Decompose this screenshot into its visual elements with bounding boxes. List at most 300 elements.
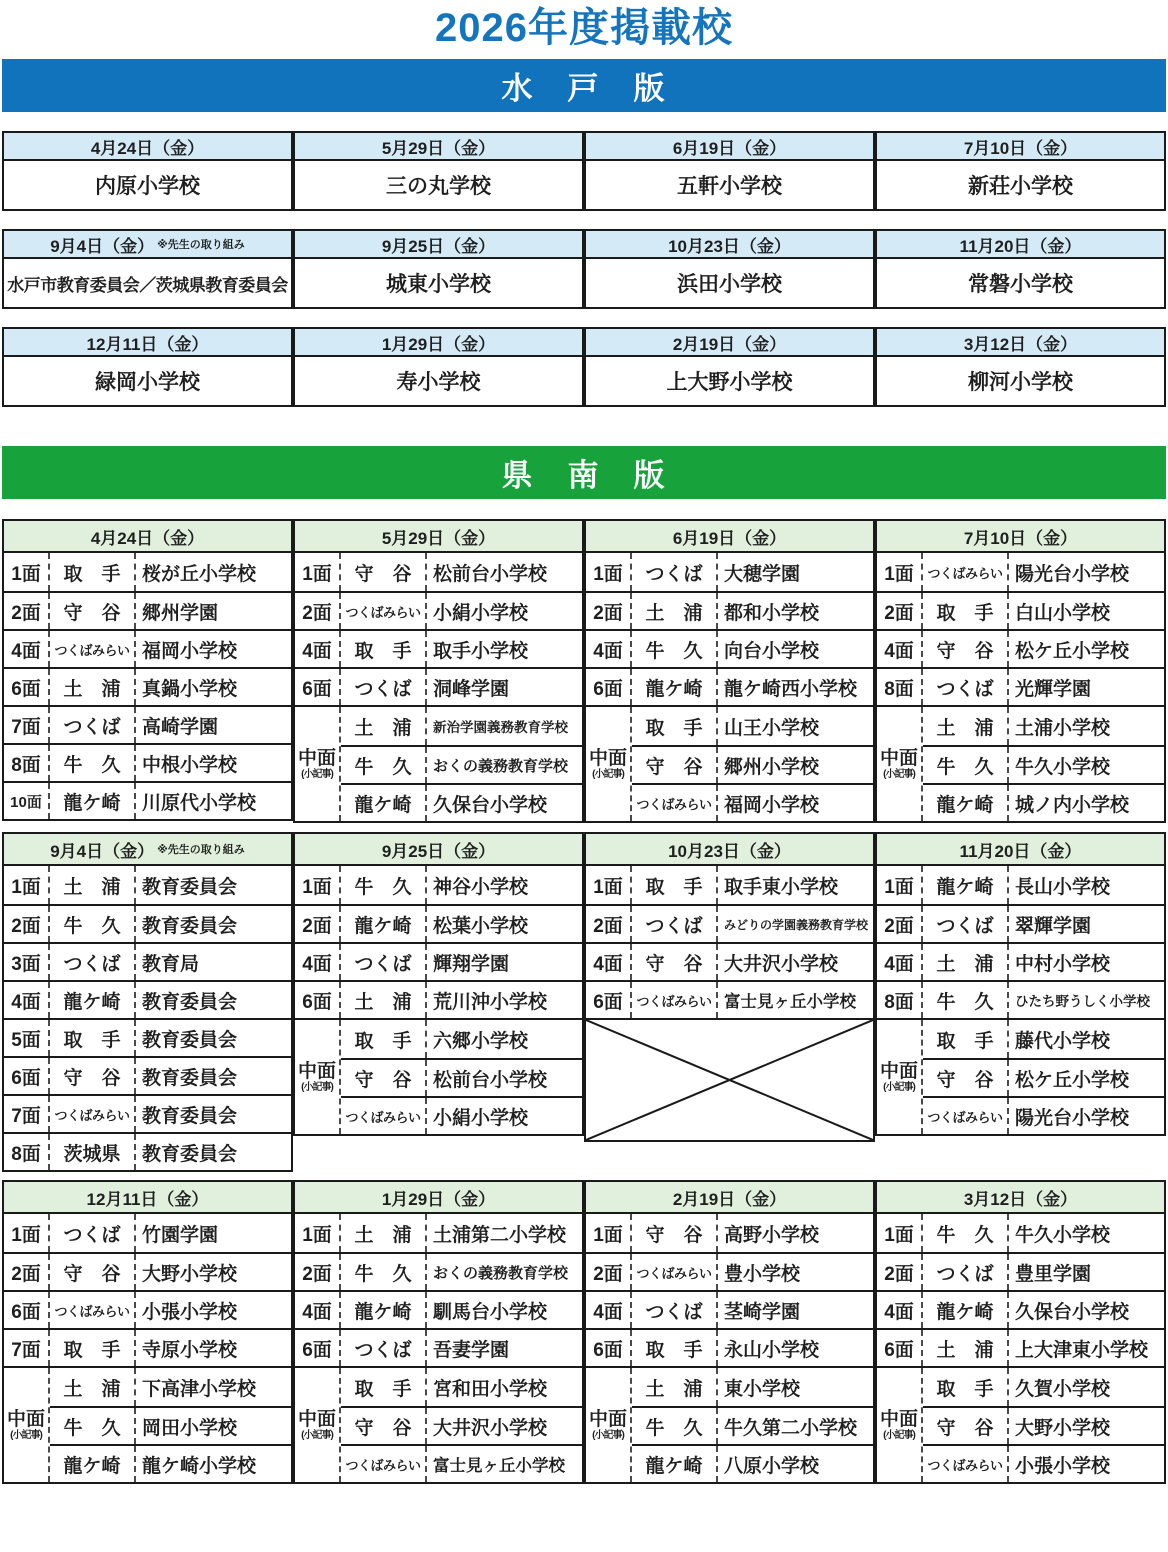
date-label: 9月25日（金）: [381, 236, 496, 256]
mito-date-column: [875, 131, 1166, 211]
kennan-row: [295, 1252, 582, 1290]
mito-date-column: [293, 131, 584, 211]
page-cell: 4面: [295, 944, 341, 980]
school-cell: 神谷小学校: [433, 876, 529, 898]
page-cell: 7面: [4, 1330, 50, 1366]
school-cell: 五軒小学校: [677, 175, 782, 198]
kennan-row: [295, 667, 582, 705]
page-cell: 1面: [4, 1214, 50, 1252]
school-cell: みどりの学園義務教育学校: [724, 917, 869, 932]
area-cell: 取 手: [923, 1020, 1009, 1058]
chumen-label-text: 中面: [879, 1060, 918, 1082]
page-cell: 4面: [586, 631, 632, 667]
date-header: [877, 133, 1164, 161]
school-cell: 上大津東小学校: [1015, 1339, 1149, 1361]
page-cell: 4面: [4, 631, 50, 667]
page-cell: 8面: [877, 669, 923, 705]
chumen-sublabel: (小記事): [301, 1081, 333, 1093]
chumen-row: [923, 1096, 1164, 1134]
school-cell: 教育委員会: [142, 1105, 238, 1127]
chumen-row: [341, 1020, 582, 1058]
kennan-date-column: [293, 519, 584, 823]
page-cell: 1面: [4, 866, 50, 904]
kennan-row: [4, 1328, 291, 1366]
area-cell: 守 谷: [341, 1060, 427, 1096]
date-header: [586, 329, 873, 357]
kennan-row: [877, 1328, 1164, 1366]
chumen-sublabel: (小記事): [301, 768, 333, 780]
kennan-row: [877, 1214, 1164, 1252]
school-cell: 松ケ丘小学校: [1015, 1069, 1130, 1091]
school-cell: 大穂学園: [724, 563, 801, 585]
school-cell: 寺原小学校: [142, 1339, 238, 1361]
school-cell: 中根小学校: [142, 754, 238, 776]
kennan-row: [4, 1290, 291, 1328]
school-cell: 水戸市教育委員会／茨城県教育委員会: [7, 275, 288, 295]
page-cell: 2面: [4, 906, 50, 942]
school-cell: 中村小学校: [1015, 953, 1111, 975]
chumen-rows: [923, 1020, 1164, 1134]
date-header: [295, 329, 582, 357]
page-cell: 2面: [295, 906, 341, 942]
area-cell: 牛 久: [341, 1254, 427, 1290]
date-header: [586, 521, 873, 553]
school-cell: おくの義務教育学校: [433, 1264, 569, 1282]
chumen-label: [4, 1368, 50, 1482]
mito-banner-label: 水 戸 版: [501, 71, 667, 106]
kennan-row: [295, 1290, 582, 1328]
area-cell: 龍ケ崎: [923, 785, 1009, 821]
school-cell: 教育委員会: [142, 1067, 238, 1089]
area-cell: 取 手: [923, 1368, 1009, 1406]
date-label: 11月20日（金）: [959, 841, 1082, 861]
mito-table: [2, 229, 1166, 309]
chumen-row: [341, 745, 582, 783]
school-cell: 城東小学校: [386, 273, 491, 296]
area-cell: つくばみらい: [50, 1292, 136, 1328]
chumen-rows: [923, 707, 1164, 821]
school-cell: 桜が丘小学校: [142, 563, 257, 585]
school-cell: 宮和田小学校: [433, 1378, 548, 1400]
date-label: 5月29日（金）: [381, 528, 496, 548]
date-header: [4, 133, 291, 161]
area-cell: 茨城県: [50, 1134, 136, 1170]
date-label: 1月29日（金）: [381, 1189, 496, 1209]
school-cell: 真鍋小学校: [142, 678, 238, 700]
kennan-date-column: [584, 1180, 875, 1484]
kennan-table: [2, 1180, 1166, 1484]
chumen-row: [632, 1444, 873, 1482]
school-cell: 城ノ内小学校: [1015, 794, 1130, 816]
school-cell: 富士見ヶ丘小学校: [433, 1457, 565, 1475]
school-cell: 茎崎学園: [724, 1301, 801, 1323]
chumen-label: [295, 1368, 341, 1482]
school-cell: 翠輝学園: [1015, 915, 1092, 937]
kennan-date-column: [584, 832, 875, 1142]
school-cell: 藤代小学校: [1015, 1030, 1111, 1052]
school-cell: 高崎学園: [142, 716, 219, 738]
area-cell: 土 浦: [50, 1368, 136, 1406]
kennan-banner-label: 県 南 版: [501, 458, 667, 493]
page-cell: 1面: [4, 553, 50, 591]
chumen-cell: [295, 1018, 582, 1134]
kennan-row: [4, 1094, 291, 1132]
mito-date-column: [875, 327, 1166, 407]
school-cell: 牛久小学校: [1015, 756, 1111, 778]
page-cell: 8面: [877, 982, 923, 1018]
school-cell: 小絹小学校: [433, 602, 529, 624]
chumen-label: [877, 1368, 923, 1482]
page-cell: 7面: [4, 707, 50, 743]
area-cell: 守 谷: [50, 1058, 136, 1094]
school-cell: 吾妻学園: [433, 1339, 510, 1361]
date-header: [586, 133, 873, 161]
area-cell: 土 浦: [50, 669, 136, 705]
kennan-row: [586, 1328, 873, 1366]
chumen-label-text: 中面: [297, 1060, 336, 1082]
chumen-sublabel: (小記事): [592, 1429, 624, 1441]
date-header: [295, 834, 582, 866]
area-cell: 牛 久: [341, 866, 427, 904]
school-cell: 松ケ丘小学校: [1015, 640, 1130, 662]
school-cell: 荒川沖小学校: [433, 991, 548, 1013]
school-cell: 洞峰学園: [433, 678, 510, 700]
area-cell: つくばみらい: [50, 1096, 136, 1132]
page-cell: 4面: [295, 631, 341, 667]
kennan-row: [877, 591, 1164, 629]
chumen-row: [341, 1368, 582, 1406]
mito-date-column: [584, 229, 875, 309]
chumen-label: [586, 1368, 632, 1482]
page-cell: 6面: [4, 669, 50, 705]
kennan-row: [877, 980, 1164, 1018]
kennan-row: [295, 553, 582, 591]
area-cell: つくば: [923, 1254, 1009, 1290]
chumen-label-text: 中面: [297, 747, 336, 769]
school-cell: 輝翔学園: [433, 953, 510, 975]
page-cell: 4面: [295, 1292, 341, 1328]
area-cell: 守 谷: [341, 1408, 427, 1444]
area-cell: つくばみらい: [632, 982, 718, 1018]
page-cell: 1面: [586, 553, 632, 591]
area-cell: 取 手: [632, 1330, 718, 1366]
page-title: 2026年度掲載校: [435, 6, 733, 50]
school-cell: 東小学校: [724, 1378, 801, 1400]
school-cell: 大野小学校: [142, 1263, 238, 1285]
cross-mark-icon: [586, 1020, 873, 1140]
date-header: [586, 834, 873, 866]
school-cell: 取手東小学校: [724, 876, 839, 898]
chumen-label-text: 中面: [588, 1408, 627, 1430]
chumen-row: [632, 745, 873, 783]
kennan-row: [877, 1290, 1164, 1328]
chumen-rows: [632, 1368, 873, 1482]
school-cell: 川原代小学校: [142, 792, 257, 814]
area-cell: 土 浦: [923, 944, 1009, 980]
page-cell: 2面: [877, 1254, 923, 1290]
school-cell: 八原小学校: [724, 1455, 820, 1477]
date-label: 6月19日（金）: [672, 138, 787, 158]
page-cell: 4面: [877, 944, 923, 980]
area-cell: つくば: [50, 1214, 136, 1252]
area-cell: 守 谷: [632, 1214, 718, 1252]
area-cell: つくばみらい: [341, 1446, 427, 1482]
area-cell: つくば: [50, 944, 136, 980]
kennan-row: [586, 667, 873, 705]
kennan-row: [877, 553, 1164, 591]
date-note: ※先生の取り組み: [157, 844, 245, 856]
kennan-row: [586, 553, 873, 591]
chumen-cell: [877, 705, 1164, 821]
school-cell: 龍ケ崎小学校: [142, 1455, 257, 1477]
page-cell: 2面: [586, 593, 632, 629]
date-header: [877, 231, 1164, 259]
area-cell: つくば: [632, 906, 718, 942]
kennan-row: [295, 980, 582, 1018]
kennan-row: [4, 781, 291, 819]
mito-date-column: [584, 327, 875, 407]
date-label: 4月24日（金）: [90, 528, 205, 548]
school-cell: 松前台小学校: [433, 1069, 548, 1091]
page-cell: 1面: [295, 553, 341, 591]
area-cell: 土 浦: [923, 1330, 1009, 1366]
school-cell: 大野小学校: [1015, 1417, 1111, 1439]
date-header: [877, 1182, 1164, 1214]
area-cell: 牛 久: [50, 906, 136, 942]
kennan-date-column: [875, 519, 1166, 823]
area-cell: 土 浦: [632, 1368, 718, 1406]
chumen-label-text: 中面: [879, 1408, 918, 1430]
chumen-label-text: 中面: [588, 747, 627, 769]
area-cell: 土 浦: [50, 866, 136, 904]
page-cell: 8面: [4, 1134, 50, 1170]
page-cell: 2面: [295, 1254, 341, 1290]
mito-date-column: [2, 327, 293, 407]
school-cell: 向台小学校: [724, 640, 820, 662]
chumen-row: [50, 1406, 291, 1444]
kennan-row: [877, 1252, 1164, 1290]
kennan-row: [4, 1214, 291, 1252]
area-cell: 取 手: [50, 1020, 136, 1056]
school-cell: 六郷小学校: [433, 1030, 529, 1052]
date-header: [586, 1182, 873, 1214]
page-cell: 4面: [877, 631, 923, 667]
school-cell: ひたち野うしく小学校: [1015, 994, 1150, 1009]
date-label: 10月23日（金）: [668, 841, 791, 861]
school-cell: 大井沢小学校: [724, 953, 839, 975]
school-cell: 山王小学校: [724, 717, 820, 739]
area-cell: 牛 久: [50, 1408, 136, 1444]
area-cell: つくば: [632, 553, 718, 591]
chumen-cell: [877, 1018, 1164, 1134]
area-cell: つくば: [341, 1330, 427, 1366]
mito-date-column: [2, 131, 293, 211]
school-cell: 光輝学園: [1015, 678, 1092, 700]
chumen-rows: [341, 707, 582, 821]
school-cell: 新荘小学校: [968, 175, 1073, 198]
chumen-row: [923, 1020, 1164, 1058]
area-cell: 守 谷: [50, 593, 136, 629]
area-cell: つくば: [632, 1292, 718, 1328]
page-cell: 8面: [4, 745, 50, 781]
school-cell: 小絹小学校: [433, 1107, 529, 1129]
school-cell: 土浦第二小学校: [433, 1224, 567, 1246]
chumen-row: [632, 1368, 873, 1406]
date-label: 12月11日（金）: [86, 334, 209, 354]
kennan-row: [295, 629, 582, 667]
school-cell: 牛久第二小学校: [724, 1417, 858, 1439]
school-cell: 郷州学園: [142, 602, 219, 624]
school-cell: 豊里学園: [1015, 1263, 1092, 1285]
kennan-date-column: [584, 519, 875, 823]
school-cell: 福岡小学校: [724, 794, 820, 816]
kennan-date-column: [875, 1180, 1166, 1484]
area-cell: 龍ケ崎: [341, 785, 427, 821]
page-cell: 10面: [4, 783, 50, 819]
page-cell: 2面: [586, 906, 632, 942]
area-cell: 守 谷: [632, 944, 718, 980]
kennan-row: [295, 904, 582, 942]
school-cell: 福岡小学校: [142, 640, 238, 662]
page-cell: 1面: [877, 553, 923, 591]
date-header: [586, 231, 873, 259]
page-cell: 2面: [877, 593, 923, 629]
area-cell: 守 谷: [341, 553, 427, 591]
kennan-row: [586, 942, 873, 980]
area-cell: つくばみらい: [923, 1446, 1009, 1482]
page-cell: 2面: [586, 1254, 632, 1290]
page-cell: 5面: [4, 1020, 50, 1056]
area-cell: 牛 久: [341, 747, 427, 783]
page-cell: 4面: [586, 1292, 632, 1328]
date-label: 1月29日（金）: [381, 334, 496, 354]
date-label: 7月10日（金）: [963, 528, 1078, 548]
area-cell: 取 手: [50, 553, 136, 591]
mito-date-column: [293, 229, 584, 309]
kennan-row: [4, 980, 291, 1018]
kennan-date-column: [293, 832, 584, 1136]
kennan-banner: [2, 446, 1166, 499]
area-cell: つくばみらい: [923, 1098, 1009, 1134]
kennan-row: [4, 705, 291, 743]
date-label: 6月19日（金）: [672, 528, 787, 548]
area-cell: 龍ケ崎: [923, 1292, 1009, 1328]
chumen-row: [632, 783, 873, 821]
school-cell: 小張小学校: [142, 1301, 238, 1323]
area-cell: 取 手: [341, 1368, 427, 1406]
kennan-row: [4, 743, 291, 781]
area-cell: 守 谷: [923, 631, 1009, 667]
page-cell: 1面: [586, 1214, 632, 1252]
page-cell: 4面: [877, 1292, 923, 1328]
chumen-cell: [586, 705, 873, 821]
school-cell: 大井沢小学校: [433, 1417, 548, 1439]
kennan-row: [295, 866, 582, 904]
chumen-label-text: 中面: [6, 1408, 45, 1430]
school-cell: 三の丸学校: [386, 175, 491, 198]
page-cell: 6面: [586, 669, 632, 705]
kennan-date-column: [2, 832, 293, 1172]
school-cell: 陽光台小学校: [1015, 1107, 1130, 1129]
page-cell: 1面: [295, 1214, 341, 1252]
date-header: [4, 1182, 291, 1214]
area-cell: 牛 久: [923, 982, 1009, 1018]
chumen-label: [586, 707, 632, 821]
kennan-row: [295, 1328, 582, 1366]
area-cell: 龍ケ崎: [50, 783, 136, 819]
page-cell: 6面: [877, 1330, 923, 1366]
area-cell: 龍ケ崎: [632, 1446, 718, 1482]
page-cell: 6面: [295, 1330, 341, 1366]
area-cell: 龍ケ崎: [923, 866, 1009, 904]
chumen-row: [632, 707, 873, 745]
area-cell: 龍ケ崎: [632, 669, 718, 705]
school-cell: 久保台小学校: [1015, 1301, 1130, 1323]
page-cell: 1面: [295, 866, 341, 904]
kennan-date-column: [875, 832, 1166, 1136]
mito-table: [2, 327, 1166, 407]
kennan-row: [4, 667, 291, 705]
kennan-row: [4, 1018, 291, 1056]
page-cell: 3面: [4, 944, 50, 980]
date-label: 9月4日（金）: [50, 236, 155, 256]
kennan-row: [4, 1056, 291, 1094]
date-label: 12月11日（金）: [86, 1189, 209, 1209]
school-cell: 富士見ヶ丘小学校: [724, 993, 856, 1011]
school-cell: 久賀小学校: [1015, 1378, 1111, 1400]
kennan-date-column: [2, 1180, 293, 1484]
mito-date-column: [293, 327, 584, 407]
kennan-row: [4, 1132, 291, 1170]
date-header: [295, 231, 582, 259]
date-header: [295, 521, 582, 553]
mito-date-column: [2, 229, 293, 309]
mito-banner: [2, 59, 1166, 112]
area-cell: 龍ケ崎: [50, 1446, 136, 1482]
area-cell: つくば: [50, 707, 136, 743]
page-cell: 6面: [295, 669, 341, 705]
chumen-label-text: 中面: [879, 747, 918, 769]
area-cell: つくば: [341, 669, 427, 705]
date-label: 5月29日（金）: [381, 138, 496, 158]
date-label: 10月23日（金）: [668, 236, 791, 256]
school-cell: 岡田小学校: [142, 1417, 238, 1439]
chumen-row: [341, 707, 582, 745]
chumen-row: [923, 783, 1164, 821]
area-cell: 牛 久: [632, 1408, 718, 1444]
school-cell: 土浦小学校: [1015, 717, 1111, 739]
school-cell: 取手小学校: [433, 640, 529, 662]
chumen-row: [341, 1444, 582, 1482]
chumen-rows: [632, 707, 873, 821]
area-cell: 牛 久: [923, 747, 1009, 783]
school-cell: 竹園学園: [142, 1224, 219, 1246]
page-cell: 1面: [877, 866, 923, 904]
area-cell: 取 手: [632, 866, 718, 904]
school-cell: 龍ケ崎西小学校: [724, 678, 858, 700]
school-cell: 上大野小学校: [666, 371, 793, 394]
kennan-row: [586, 980, 873, 1018]
page-cell: 2面: [295, 593, 341, 629]
area-cell: 守 谷: [632, 747, 718, 783]
kennan-row: [586, 1252, 873, 1290]
date-label: 2月19日（金）: [672, 334, 787, 354]
area-cell: 牛 久: [632, 631, 718, 667]
area-cell: 土 浦: [341, 707, 427, 745]
kennan-row: [4, 866, 291, 904]
kennan-row: [4, 904, 291, 942]
chumen-label: [877, 707, 923, 821]
